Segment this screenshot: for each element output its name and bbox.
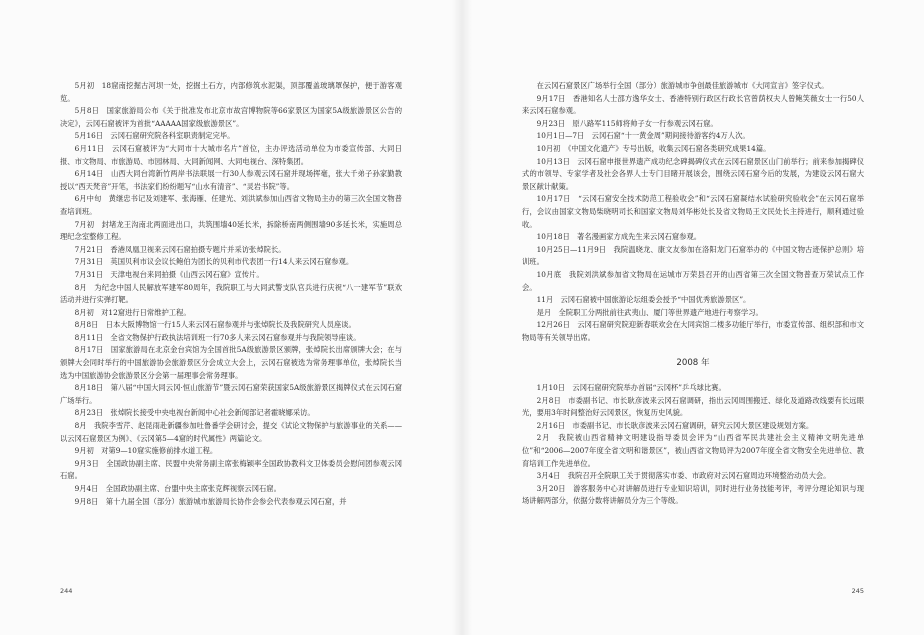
chronicle-entry: 在云冈石窟景区广场举行全国（部分）旅游城市争创最佳旅游城市《大同宣言》签字仪式。 — [536, 81, 829, 90]
chronicle-entry: 3月20日 游客服务中心对讲解员进行专业知识培训，同时进行业务技能考评，考评分理论知识与现场讲解两部分，依据分数将讲解员分为三个等级。 — [522, 483, 864, 506]
chronicle-entry: 2月8日 市委副书记、市长耿彦波来云冈石窟调研，指出云冈周围搬迁、绿化及道路改线要有长远眼光，要用3年时间整治好云冈景区，恢复历史风貌。 — [522, 395, 864, 418]
left-page-number: 244 — [60, 587, 73, 595]
chronicle-entry: 8月11日 全省文物保护行政执法培训班一行70多人来云冈石窟参观并与我院领导座谈。 — [74, 332, 361, 342]
chronicle-entry: 11月 云冈石窟被中国旅游论坛组委会授予“中国优秀旅游景区”。 — [536, 295, 751, 305]
chronicle-entry: 5月16日 云冈石窟研究院各科室职责制定完毕。 — [74, 131, 235, 141]
chronicle-entry: 5月初 18窟南挖掘古河坝一处，挖掘土石方，内部修筑水泥渠，顶部覆盖玻璃罩保护，便于游客观览。 — [60, 81, 402, 103]
chronicle-entry: 8月23日 张焯院长接受中央电视台新闻中心社会新闻部记者霍晓娜采访。 — [74, 408, 315, 418]
chronicle-entry: 7月21日 香港凤凰卫视来云冈石窟拍摄专题片并采访张焯院长。 — [74, 244, 286, 254]
chronicle-entry: 8月17日 国家旅游局在北京金台宾馆为全国首批5A级旅游景区颁牌，张焯院长出席颁牌大会；在与颁牌大会同时举行的中国旅游协会旅游景区分会成立大会上，云冈石窟被选为常务理事单位，张焯院长当选为中国旅游协会旅游景区分会第一届理事会常务理事。 — [60, 345, 402, 380]
chronicle-entry: 10月初 《中国文化遗产》专号出版，收集云冈石窟各类研究成果14篇。 — [536, 143, 771, 153]
chronicle-entry: 6月中旬 黄继忠书记及刘建军、张海雁、任建光、刘洪斌参加山西省文物局主办的第三次全国文物普查培训班。 — [60, 194, 402, 216]
chronicle-entry: 7月初 封堵龙王沟南北两面进出口，共筑围墙40延长米，拆除桥南两侧围墙90多延长米，实施周总理纪念室整修工程。 — [60, 219, 402, 242]
chronicle-entry: 9月23日 原八路军115师将帅子女一行参观云冈石窟。 — [536, 118, 718, 128]
right-page — [462, 0, 924, 635]
chronicle-entry: 1月10日 云冈石窟研究院举办首届“云冈杯”乒乓球比赛。 — [536, 383, 726, 393]
chronicle-entry: 7月31日 英国贝利市议会议长鲍伯为团长的贝利市代表团一行14人来云冈石窟参观。 — [74, 257, 354, 267]
chronicle-entry: 10月18日 著名漫画家方成先生来云冈石窟参观。 — [536, 232, 702, 242]
chronicle-entry: 9月8日 第十九届全国（部分）旅游城市旅游局长协作会参会代表参观云冈石窟，并 — [74, 496, 347, 506]
chronicle-entry: 7月31日 天津电视台来同拍摄《山西云冈石窟》宣传片。 — [74, 269, 264, 279]
chronicle-entry: 是月 全院职工分两批前往武夷山、厦门等世界遗产地进行考察学习。 — [536, 307, 763, 317]
chronicle-entry: 9月初 对第9—10窟实施修前排水道工程。 — [74, 446, 218, 456]
chronicle-entry: 10月17日 “云冈石窟安全技术防范工程验收会”和“云冈石窟凝结水试验研究验收会”在云冈石窟举行，会议由国家文物局柴晓明司长和国家文物局刘华彬处长及省文物局王文民处长主持进行，顺利通过验收。 — [522, 194, 864, 229]
chronicle-entry: 12月26日 云冈石窟研究院迎新春联欢会在大同宾馆二楼多功能厅举行，市委宣传部、组织部和市文物局等有关领导出席。 — [522, 320, 864, 342]
chronicle-entry: 9月4日 全国政协副主席、台盟中央主席张克辉视察云冈石窟。 — [74, 484, 281, 493]
chronicle-entry: 3月4日 我院召开全院职工关于贯彻落实市委、市政府对云冈石窟周边环境整治动员大会。 — [536, 471, 831, 481]
chronicle-entry: 9月3日 全国政协副主席、民盟中央常务副主席张梅颖率全国政协教科文卫体委员会慰问团参观云冈石窟。 — [60, 458, 402, 481]
chronicle-entry: 5月8日 国家旅游局公布《关于批准发布北京市故宫博物院等66家景区为国家5A级旅游景区公告的决定》，云冈石窟被评为首批“AAAAA国家级旅游景区”。 — [60, 106, 402, 128]
chronicle-entry: 10月1日—7日 云冈石窟“十一黄金周”期间接待游客约4万人次。 — [536, 131, 750, 141]
year-heading: 2008 年 — [676, 358, 710, 369]
chronicle-entry: 8月 为纪念中国人民解放军建军80周年，我院职工与大同武警支队官兵进行庆祝“八一建军节”联欢活动并进行实弹打靶。 — [60, 282, 402, 305]
chronicle-entry: 8月 我院李雪芹、赵昆雨赴新疆参加吐鲁番学会研讨会，提交《试论文物保护与旅游事业的关系——以云冈石窟景区为例》、《云冈第5—4窟的时代属性》两篇论文。 — [60, 421, 402, 443]
chronicle-entry: 8月初 对12窟进行日常维护工程。 — [74, 307, 191, 317]
chronicle-entry: 8月8日 日本大阪博物馆一行15人来云冈石窟参观并与张焯院长及我院研究人员座谈。 — [74, 320, 356, 330]
chronicle-entry: 10月25日—11月9日 我院温晓龙、康文友参加在洛阳龙门石窟举办的《中国文物古迹保护总则》培训班。 — [522, 244, 864, 267]
chronicle-entry: 6月11日 云冈石窟被评为“大同市十大城市名片”首位，主办评选活动单位为市委宣传部、大同日报、市文物局、市旅游局、市园林局、大同新闻网、大同电视台、深特集团。 — [60, 143, 402, 166]
chronicle-entry: 8月18日 第八届“中国大同云冈·恒山旅游节”暨云冈石窟荣获国家5A级旅游景区揭牌仪式在云冈石窟广场举行。 — [60, 383, 402, 405]
chronicle-entry: 9月17日 香港知名人士邵方逸华女士、香港特别行政区行政长官曾荫权夫人曾鲍笑薇女士一行50人来云冈石窟参观。 — [522, 93, 864, 116]
right-page-text — [522, 80, 864, 508]
right-page-number: 245 — [851, 587, 864, 595]
chronicle-entry: 10月13日 云冈石窟申报世界遗产成功纪念碑揭碑仪式在云冈石窟景区山门前举行；前来参加揭碑仪式的市领导、专家学者及社会各界人士专门目睹开展该会，围绕云冈石窟今后的发展，为建设云冈石窟大景区献计献策。 — [522, 156, 864, 191]
chronicle-entry: 10月底 我院刘洪斌参加省文物局在运城市万荣县召开的山西省第三次全国文物普查万荣试点工作会。 — [522, 269, 864, 292]
chronicle-entry: 2月 我院被山西省精神文明建设指导委员会评为“山西省军民共建社会主义精神文明先进单位”和“2006—2007年度全省文明和谐景区”，被山西省文物局评为2007年度全省文物安全先进单位、教育培训工作先进单位。 — [522, 433, 864, 468]
chronicle-entry: 6月14日 山西大同台湾新竹两岸书法联展一行30人参观云冈石窟并现场挥毫，张大千弟子孙家勤教授以“西天梵音”开笔，书法家们纷纷题写“山水有清音”、“灵岩书院”等。 — [60, 169, 402, 191]
chronicle-entry: 2月16日 市委副书记、市长耿彦波来云冈石窟调研，研究云冈大景区建设规划方案。 — [536, 420, 814, 430]
left-page-text — [60, 80, 402, 508]
